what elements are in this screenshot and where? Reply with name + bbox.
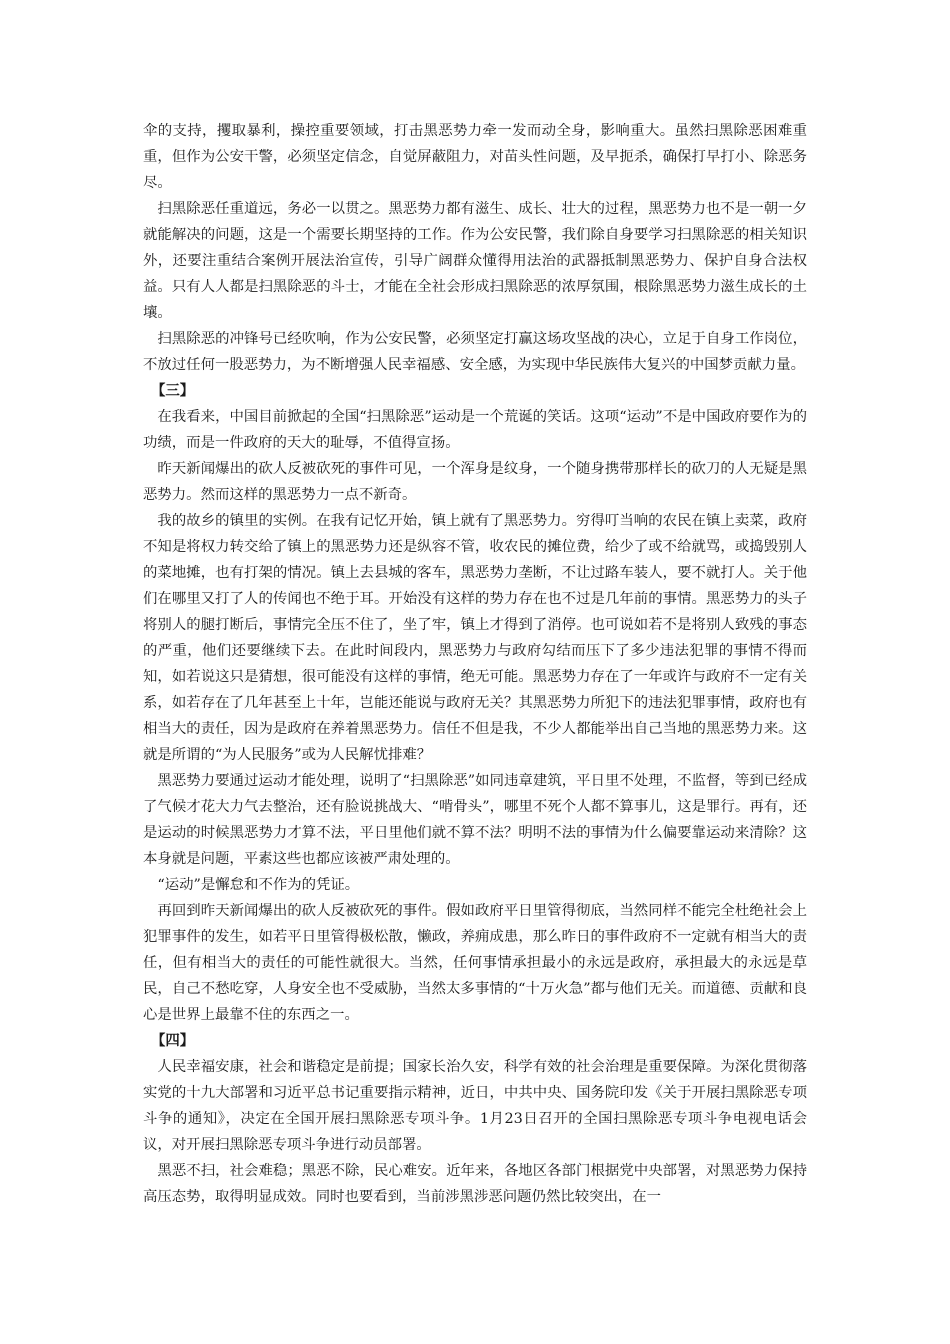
paragraph: 我的故乡的镇里的实例。在我有记忆开始，镇上就有了黑恶势力。穷得叮当响的农民在镇上卖菜，政府不知是将权力转交给了镇上的黑恶势力还是纵容不管，收农民的摊位费，给少了或不给就骂，或捣毁别人的菜地摊，也有打架的情况。镇上去县城的客车，黑恶势力垄断，不让过路车装人，要不就打人。关于他们在哪里又打了人的传闻也不绝于耳。开始没有这样的势力存在也不过是几年前的事情。黑恶势力的头子将别人的腿打断后，事情完全压不住了，坐了牢，镇上才得到了消停。也可说如若不是将别人致残的事态的严重，他们还要继续下去。在此时间段内，黑恶势力与政府勾结而压下了多少违法犯罪的事情不得而知，如若说这只是猜想，很可能没有这样的事情，绝无可能。黑恶势力存在了一年或许与政府不一定有关系，如若存在了几年甚至上十年，岂能还能说与政府无关？其黑恶势力所犯下的违法犯罪事情，政府也有相当大的责任，因为是政府在养着黑恶势力。信任不但是我，不少人都能举出自己当地的黑恶势力来。这就是所谓的“为人民服务”或为人民解忧排难？ [143,513,807,763]
paragraph: 昨天新闻爆出的砍人反被砍死的事件可见，一个浑身是纹身，一个随身携带那样长的砍刀的人无疑是黑恶势力。然而这样的黑恶势力一点不新奇。 [143,461,807,503]
paragraph: 扫黑除恶任重道远，务必一以贯之。黑恶势力都有滋生、成长、壮大的过程，黑恶势力也不是一朝一夕就能解决的问题，这是一个需要长期坚持的工作。作为公安民警，我们除自身要学习扫黑除恶的相关知识外，还要注重结合案例开展法治宣传，引导广阔群众懂得用法治的武器抵制黑恶势力、保护自身合法权益。只有人人都是扫黑除恶的斗士，才能在全社会形成扫黑除恶的浓厚氛围，根除黑恶势力滋生成长的土壤。 [143,201,807,321]
paragraph: 伞的支持，攫取暴利，操控重要领域，打击黑恶势力牵一发而动全身，影响重大。虽然扫黑除恶困难重重，但作为公安干警，必须坚定信念，自觉屏蔽阻力，对苗头性问题，及早扼杀，确保打早打小、除恶务尽。 [143,123,807,191]
document-body [143,118,807,1210]
paragraph: 扫黑除恶的冲锋号已经吹响，作为公安民警，必须坚定打赢这场攻坚战的决心，立足于自身工作岗位，不放过任何一股恶势力，为不断增强人民幸福感、安全感，为实现中华民族伟大复兴的中国梦贡献力量。 [143,331,807,373]
paragraph: 黑恶势力要通过运动才能处理，说明了“扫黑除恶”如同违章建筑，平日里不处理，不监督，等到已经成了气候才花大力气去整治，还有脸说挑战大、“啃骨头”，哪里不死个人都不算事儿，这是罪行。再有，还是运动的时候黑恶势力才算不法，平日里他们就不算不法？明明不法的事情为什么偏要靠运动来清除？这本身就是问题，平素这些也都应该被严肃处理的。 [143,773,807,867]
paragraph: 在我看来，中国目前掀起的全国“扫黑除恶”运动是一个荒诞的笑话。这项“运动”不是中国政府要作为的功绩，而是一件政府的天大的耻辱，不值得宣扬。 [143,409,807,451]
section-heading: 【四】 [151,1032,195,1049]
paragraph: 再回到昨天新闻爆出的砍人反被砍死的事件。假如政府平日里管得彻底，当然同样不能完全杜绝社会上犯罪事件的发生，如若平日里管得极松散，懒政，养痈成患，那么昨日的事件政府不一定就有相当大的责任，但有相当大的责任的可能性就很大。当然，任何事情承担最小的永远是政府，承担最大的永远是草民，自己不愁吃穿，人身安全也不受威胁，当然太多事情的“十万火急”都与他们无关。而道德、贡献和良心是世界上最靠不住的东西之一。 [143,903,807,1023]
section-heading: 【三】 [151,382,195,399]
paragraph: “运动”是懈怠和不作为的凭证。 [157,877,360,893]
paragraph: 人民幸福安康，社会和谐稳定是前提；国家长治久安，科学有效的社会治理是重要保障。为深化贯彻落实党的十九大部署和习近平总书记重要指示精神，近日，中共中央、国务院印发《关于开展扫黑除恶专项斗争的通知》，决定在全国开展扫黑除恶专项斗争。1月23日召开的全国扫黑除恶专项斗争电视电话会议，对开展扫黑除恶专项斗争进行动员部署。 [143,1059,807,1153]
paragraph: 黑恶不扫，社会难稳；黑恶不除，民心难安。近年来，各地区各部门根据党中央部署，对黑恶势力保持高压态势，取得明显成效。同时也要看到，当前涉黑涉恶问题仍然比较突出，在一 [143,1163,807,1205]
